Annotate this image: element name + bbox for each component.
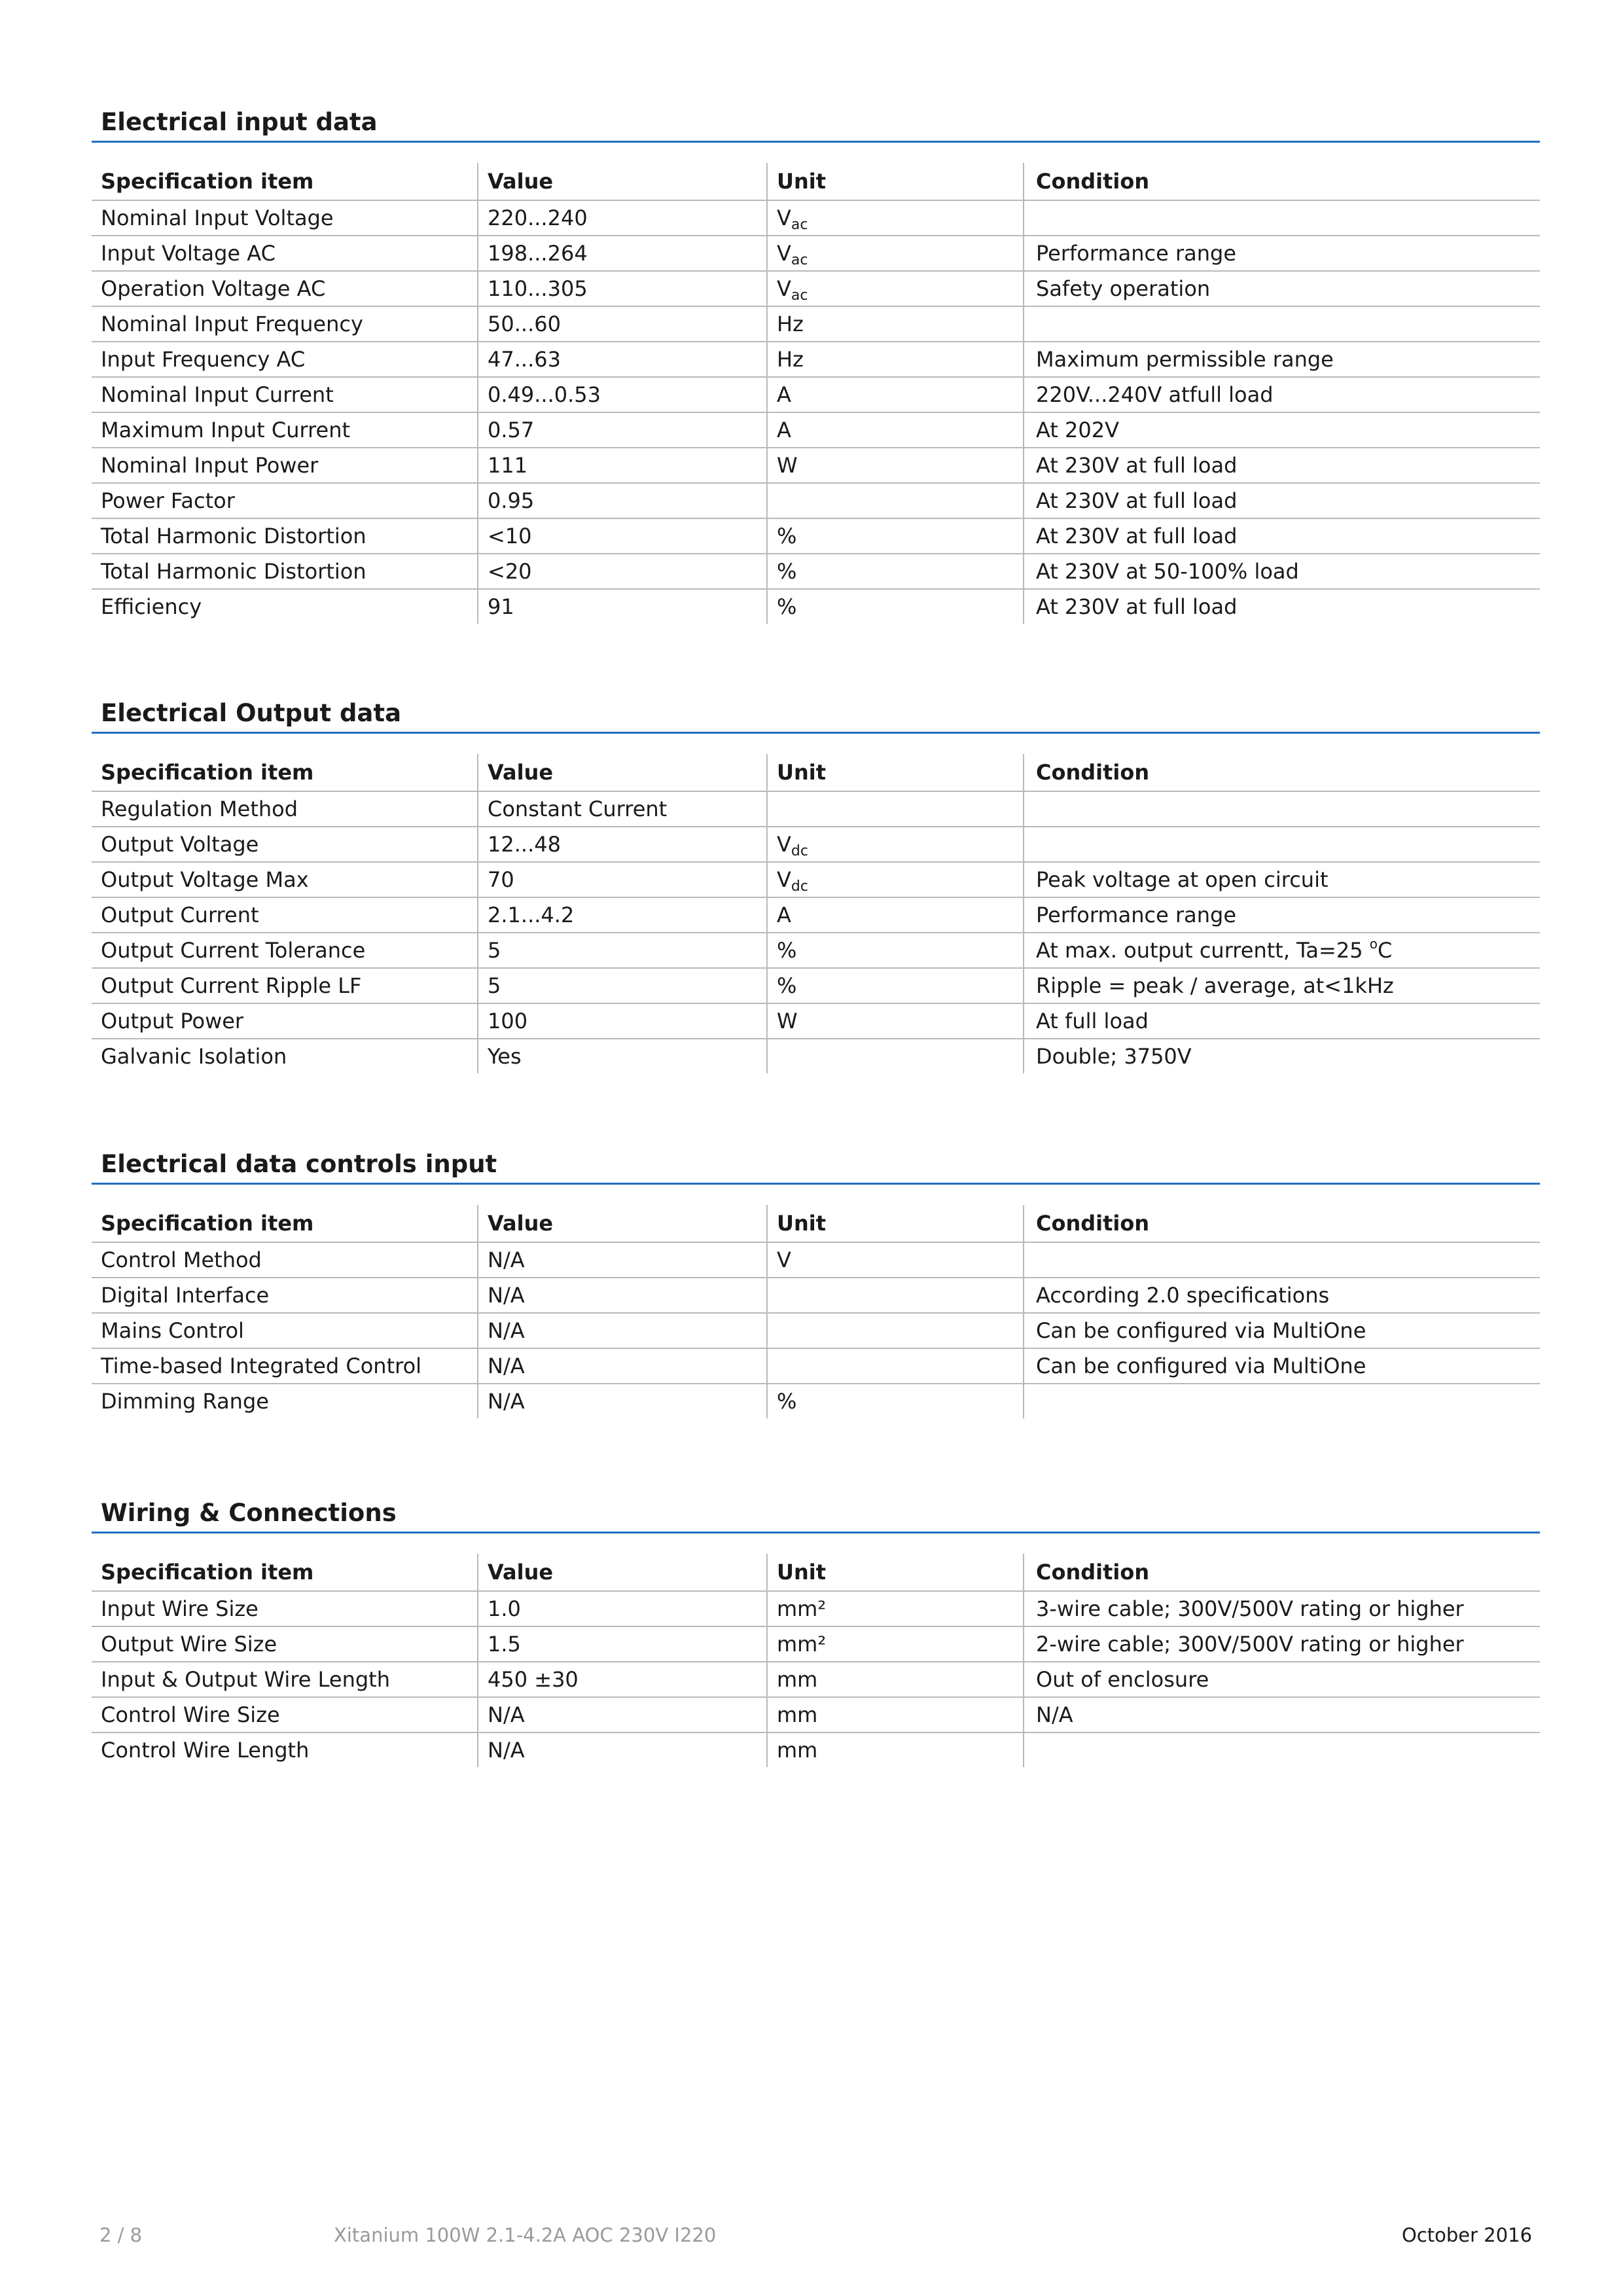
- unit-symbol: mm: [777, 1667, 818, 1692]
- page-footer: [0, 2224, 1623, 2250]
- header-condition: Condition: [1024, 1554, 1540, 1591]
- unit-symbol: %: [777, 594, 797, 619]
- condition-cell: [1024, 271, 1540, 306]
- section-electrical-input: [92, 103, 1540, 624]
- value-cell: Constant Current: [478, 791, 767, 827]
- value-cell: 198...264: [478, 236, 767, 271]
- unit-cell: [767, 862, 1024, 897]
- spec-item-cell: Efficiency: [101, 594, 202, 619]
- unit-symbol: %: [777, 524, 797, 548]
- condition-text: At 230V at full load: [1036, 488, 1238, 513]
- unit-cell: [767, 448, 1024, 483]
- unit-cell: [767, 1384, 1024, 1418]
- unit-cell: [767, 200, 1024, 236]
- header-condition: Condition: [1024, 163, 1540, 200]
- table-row: [92, 827, 1540, 862]
- section-controls-input: [92, 1145, 1540, 1418]
- condition-cell: [1024, 1384, 1540, 1418]
- spec-item-cell: Input Voltage AC: [92, 236, 478, 271]
- spec-table: [92, 1205, 1540, 1418]
- table-row: [92, 791, 1540, 827]
- spec-item-cell: Output Power: [92, 1003, 478, 1039]
- unit-cell: [767, 1348, 1024, 1384]
- condition-text: N/A: [1036, 1702, 1073, 1727]
- unit-cell: [767, 1278, 1024, 1313]
- spec-item-cell: Maximum Input Current: [92, 412, 478, 448]
- condition-cell: [1024, 236, 1540, 271]
- unit-symbol: mm: [777, 1702, 818, 1727]
- degree-superscript: o: [1369, 936, 1378, 952]
- condition-cell: [1024, 862, 1540, 897]
- condition-text: At 202V: [1036, 418, 1120, 442]
- unit-cell: [767, 1697, 1024, 1732]
- unit-cell: [767, 1626, 1024, 1662]
- condition-cell: [1024, 1662, 1540, 1697]
- condition-cell: [1024, 412, 1540, 448]
- unit-cell: [767, 236, 1024, 271]
- table-row: [92, 271, 1540, 306]
- table-row: [92, 306, 1540, 342]
- condition-text: At max. output currentt, Ta=25: [1036, 938, 1370, 963]
- unit-cell: [767, 518, 1024, 554]
- value-cell: N/A: [478, 1313, 767, 1348]
- value-cell: 110...305: [478, 271, 767, 306]
- value-cell: 450 ±30: [478, 1662, 767, 1697]
- table-row: [92, 1732, 1540, 1767]
- unit-symbol: V: [777, 867, 791, 892]
- section-divider: [92, 732, 1540, 734]
- condition-text: Double; 3750V: [1036, 1044, 1192, 1069]
- value-cell: N/A: [478, 1278, 767, 1313]
- condition-cell: [1024, 1278, 1540, 1313]
- document-title: Xitanium 100W 2.1-4.2A AOC 230V I220: [334, 2224, 717, 2246]
- table-row: [92, 897, 1540, 933]
- condition-text: According 2.0 specifications: [1036, 1283, 1330, 1308]
- unit-cell: [767, 306, 1024, 342]
- condition-cell: [1024, 200, 1540, 236]
- value-cell: 1.0: [478, 1591, 767, 1626]
- condition-text: Safety operation: [1036, 276, 1211, 301]
- table-row: [92, 377, 1540, 412]
- section-title: Electrical data controls input: [101, 1150, 497, 1178]
- spec-item-cell: Output Wire Size: [92, 1626, 478, 1662]
- spec-item-cell: Total Harmonic Distortion: [92, 554, 478, 589]
- unit-symbol: W: [777, 1009, 798, 1033]
- header-unit: Unit: [767, 1554, 1024, 1591]
- section-title: Wiring & Connections: [101, 1499, 397, 1527]
- unit-cell: [767, 1313, 1024, 1348]
- unit-symbol: V: [777, 206, 791, 230]
- value-cell: 111: [478, 448, 767, 483]
- unit-cell: [767, 342, 1024, 377]
- header-value: Value: [478, 754, 767, 791]
- spec-table: [92, 163, 1540, 624]
- unit-cell: [767, 271, 1024, 306]
- header-value: Value: [478, 163, 767, 200]
- table-row: [92, 448, 1540, 483]
- table-row: [92, 1039, 1540, 1073]
- value-cell: 50...60: [478, 306, 767, 342]
- table-row: [92, 862, 1540, 897]
- unit-symbol: A: [777, 418, 791, 442]
- unit-cell: [767, 589, 1024, 624]
- unit-cell: [767, 791, 1024, 827]
- spec-item-cell: Output Voltage Max: [92, 862, 478, 897]
- spec-item-cell: Nominal Input Current: [92, 377, 478, 412]
- spec-item-cell: Nominal Input Voltage: [92, 200, 478, 236]
- condition-text: Ripple = peak / average, at<1kHz: [1036, 973, 1394, 998]
- value-cell: 5: [478, 968, 767, 1003]
- unit-symbol: W: [777, 453, 798, 478]
- header-specification-item: Specification item: [92, 754, 478, 791]
- condition-cell: [1024, 1348, 1540, 1384]
- spec-item-cell: Input Wire Size: [92, 1591, 478, 1626]
- spec-item-cell: Mains Control: [92, 1313, 478, 1348]
- header-value: Value: [478, 1554, 767, 1591]
- value-cell: 100: [478, 1003, 767, 1039]
- condition-cell: [1024, 342, 1540, 377]
- page-number: 2 / 8: [99, 2224, 143, 2246]
- spec-item-cell: Regulation Method: [92, 791, 478, 827]
- publication-date: October 2016: [1402, 2224, 1533, 2246]
- value-cell: 70: [478, 862, 767, 897]
- spec-item-cell: Output Current Tolerance: [92, 933, 478, 968]
- table-row: [92, 200, 1540, 236]
- spec-item-cell: Output Current: [92, 897, 478, 933]
- unit-cell: [767, 897, 1024, 933]
- condition-text: At 230V at full load: [1036, 594, 1238, 619]
- condition-text: Can be configured via MultiOne: [1036, 1318, 1366, 1343]
- spec-item-cell: Control Wire Size: [92, 1697, 478, 1732]
- value-cell: 47...63: [478, 342, 767, 377]
- condition-cell: [1024, 1242, 1540, 1278]
- unit-cell: [767, 1591, 1024, 1626]
- condition-cell: [1024, 968, 1540, 1003]
- spec-item-cell: Dimming Range: [101, 1389, 269, 1414]
- unit-cell: [767, 827, 1024, 862]
- condition-text: Can be configured via MultiOne: [1036, 1354, 1366, 1378]
- value-cell: <10: [478, 518, 767, 554]
- table-row: [92, 483, 1540, 518]
- unit-symbol: V: [777, 241, 791, 266]
- spec-item-cell: Time-based Integrated Control: [92, 1348, 478, 1384]
- unit-subscript: ac: [791, 287, 808, 304]
- condition-cell: [1024, 1003, 1540, 1039]
- condition-text: 3-wire cable; 300V/500V rating or higher: [1036, 1596, 1464, 1621]
- table-row: [92, 933, 1540, 968]
- section-divider: [92, 1183, 1540, 1185]
- value-cell: 220...240: [478, 200, 767, 236]
- unit-symbol: %: [777, 938, 797, 963]
- condition-cell: [1024, 827, 1540, 862]
- unit-symbol: mm²: [777, 1596, 827, 1621]
- table-row: [92, 554, 1540, 589]
- table-row: [92, 236, 1540, 271]
- value-cell: N/A: [478, 1384, 767, 1418]
- value-cell: 0.49...0.53: [478, 377, 767, 412]
- value-cell: 2.1...4.2: [478, 897, 767, 933]
- condition-cell: [1024, 1697, 1540, 1732]
- table-row: [92, 968, 1540, 1003]
- unit-cell: [767, 1242, 1024, 1278]
- value-cell: Yes: [478, 1039, 767, 1073]
- unit-symbol: A: [777, 903, 791, 927]
- condition-cell: [1024, 306, 1540, 342]
- spec-item-cell: Operation Voltage AC: [92, 271, 478, 306]
- condition-cell: [1024, 897, 1540, 933]
- value-cell: 1.5: [478, 1626, 767, 1662]
- condition-cell: [1024, 1626, 1540, 1662]
- value-cell: 12...48: [478, 827, 767, 862]
- condition-text: Performance range: [1036, 903, 1236, 927]
- spec-table: [92, 1554, 1540, 1767]
- header-unit: Unit: [767, 754, 1024, 791]
- section-divider: [92, 1532, 1540, 1534]
- section-divider: [92, 141, 1540, 143]
- unit-subscript: dc: [791, 843, 808, 859]
- value-cell: <20: [478, 554, 767, 589]
- condition-cell: [1024, 933, 1540, 968]
- unit-subscript: ac: [791, 252, 808, 268]
- value-cell: 91: [478, 589, 767, 624]
- table-row: [92, 518, 1540, 554]
- condition-text: At 230V at full load: [1036, 524, 1238, 548]
- header-specification-item: Specification item: [92, 163, 478, 200]
- header-specification-item: Specification item: [92, 1205, 478, 1242]
- table-row: [92, 1384, 1540, 1418]
- condition-cell: [1024, 518, 1540, 554]
- unit-cell: [767, 1003, 1024, 1039]
- condition-cell: [1024, 589, 1540, 624]
- condition-cell: [1024, 448, 1540, 483]
- spec-item-cell: Galvanic Isolation: [101, 1044, 287, 1069]
- unit-cell: [767, 1732, 1024, 1767]
- value-cell: 0.57: [478, 412, 767, 448]
- table-row: [92, 1278, 1540, 1313]
- section-electrical-output: [92, 694, 1540, 1073]
- unit-symbol: V: [777, 832, 791, 857]
- header-unit: Unit: [767, 1205, 1024, 1242]
- section-title: Electrical input data: [101, 108, 378, 136]
- spec-item-cell: Output Current Ripple LF: [92, 968, 478, 1003]
- table-row: [92, 1242, 1540, 1278]
- unit-symbol: Hz: [777, 312, 804, 336]
- table-row: [92, 1348, 1540, 1384]
- value-cell: N/A: [478, 1242, 767, 1278]
- spec-item-cell: Control Wire Length: [101, 1738, 310, 1763]
- spec-item-cell: Power Factor: [92, 483, 478, 518]
- table-row: [92, 1626, 1540, 1662]
- header-condition: Condition: [1024, 1205, 1540, 1242]
- unit-symbol: mm: [777, 1738, 818, 1763]
- condition-cell: [1024, 483, 1540, 518]
- unit-symbol: V: [777, 276, 791, 301]
- table-row: [92, 1662, 1540, 1697]
- unit-cell: [767, 968, 1024, 1003]
- unit-symbol: mm²: [777, 1632, 827, 1657]
- value-cell: N/A: [478, 1697, 767, 1732]
- unit-symbol: %: [777, 559, 797, 584]
- condition-cell: [1024, 1591, 1540, 1626]
- condition-text: 220V...240V atfull load: [1036, 382, 1274, 407]
- condition-cell: [1024, 1313, 1540, 1348]
- spec-item-cell: Total Harmonic Distortion: [92, 518, 478, 554]
- spec-item-cell: Output Voltage: [92, 827, 478, 862]
- table-row: [92, 412, 1540, 448]
- header-value: Value: [478, 1205, 767, 1242]
- unit-symbol: %: [777, 973, 797, 998]
- unit-subscript: dc: [791, 878, 808, 895]
- unit-symbol: V: [777, 1247, 791, 1272]
- unit-subscript: ac: [791, 217, 808, 233]
- table-row: [92, 1591, 1540, 1626]
- unit-cell: [767, 483, 1024, 518]
- unit-cell: [767, 1662, 1024, 1697]
- section-title: Electrical Output data: [101, 699, 402, 727]
- spec-item-cell: Nominal Input Frequency: [92, 306, 478, 342]
- condition-cell: [1024, 791, 1540, 827]
- spec-table: [92, 754, 1540, 1073]
- unit-symbol: Hz: [777, 347, 804, 372]
- condition-cell: [1024, 377, 1540, 412]
- table-row: [92, 342, 1540, 377]
- condition-text: Out of enclosure: [1036, 1667, 1209, 1692]
- spec-item-cell: Input & Output Wire Length: [92, 1662, 478, 1697]
- unit-symbol: A: [777, 382, 791, 407]
- condition-cell: [1024, 1732, 1540, 1767]
- header-condition: Condition: [1024, 754, 1540, 791]
- unit-cell: [767, 554, 1024, 589]
- condition-text: Peak voltage at open circuit: [1036, 867, 1329, 892]
- unit-symbol: %: [777, 1389, 797, 1414]
- header-unit: Unit: [767, 163, 1024, 200]
- spec-item-cell: Control Method: [92, 1242, 478, 1278]
- value-cell: N/A: [478, 1732, 767, 1767]
- value-cell: 5: [478, 933, 767, 968]
- table-row: [92, 589, 1540, 624]
- value-cell: 0.95: [478, 483, 767, 518]
- spec-item-cell: Input Frequency AC: [92, 342, 478, 377]
- unit-cell: [767, 412, 1024, 448]
- table-row: [92, 1003, 1540, 1039]
- value-cell: N/A: [478, 1348, 767, 1384]
- condition-text: 2-wire cable; 300V/500V rating or higher: [1036, 1632, 1464, 1657]
- table-row: [92, 1697, 1540, 1732]
- unit-cell: [767, 377, 1024, 412]
- condition-text: At 230V at full load: [1036, 453, 1238, 478]
- spec-item-cell: Digital Interface: [92, 1278, 478, 1313]
- unit-cell: [767, 933, 1024, 968]
- condition-text: At 230V at 50-100% load: [1036, 559, 1299, 584]
- condition-cell: [1024, 1039, 1540, 1073]
- condition-text: At full load: [1036, 1009, 1149, 1033]
- condition-text: Performance range: [1036, 241, 1236, 266]
- unit-cell: [767, 1039, 1024, 1073]
- spec-item-cell: Nominal Input Power: [92, 448, 478, 483]
- section-wiring-connections: [92, 1494, 1540, 1767]
- condition-text: Maximum permissible range: [1036, 347, 1334, 372]
- header-specification-item: Specification item: [92, 1554, 478, 1591]
- table-row: [92, 1313, 1540, 1348]
- condition-cell: [1024, 554, 1540, 589]
- condition-unit: C: [1377, 938, 1393, 963]
